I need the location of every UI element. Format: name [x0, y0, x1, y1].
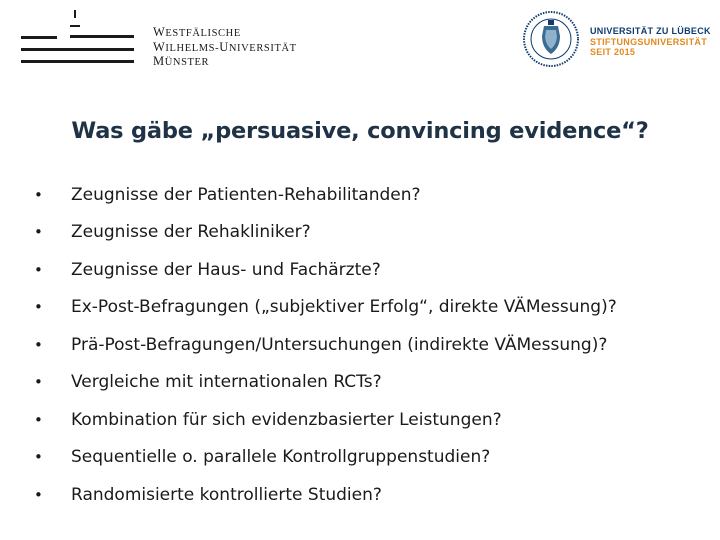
list-item-text: Zeugnisse der Patienten-Rehabilitanden? — [71, 184, 421, 205]
list-item-text: Zeugnisse der Rehakliniker? — [71, 222, 311, 243]
list-item-text: Sequentielle o. parallele Kontrollgruppenstudien? — [71, 447, 491, 468]
bullet-icon: • — [34, 335, 43, 354]
luebeck-year: SEIT 2015 — [590, 47, 636, 57]
list-item — [34, 289, 714, 327]
list-item — [34, 176, 714, 214]
list-item — [34, 476, 714, 514]
wwu-wordmark: WESTFÄLISCHE WILHELMS-UNIVERSITÄT MÜNSTER — [153, 25, 297, 68]
slide-title: Was gäbe „persuasive, convincing evidence“? — [71, 118, 649, 144]
bullet-icon: • — [34, 485, 43, 504]
bullet-icon: • — [34, 298, 43, 317]
bullet-icon: • — [34, 223, 43, 242]
list-item-text: Vergleiche mit internationalen RCTs? — [71, 372, 382, 393]
bullet-icon: • — [34, 410, 43, 429]
list-item — [34, 214, 714, 252]
wwu-emblem-icon — [18, 8, 143, 72]
bullet-icon: • — [34, 260, 43, 279]
luebeck-name: UNIVERSITÄT ZU LÜBECK — [590, 26, 711, 36]
list-item-text: Ex-Post-Befragungen („subjektiver Erfolg“, direkte VÄMessung)? — [71, 297, 617, 318]
list-item — [34, 326, 714, 364]
list-item-text: Kombination für sich evidenzbasierter Leistungen? — [71, 409, 502, 430]
list-item-text: Zeugnisse der Haus- und Fachärzte? — [71, 259, 381, 280]
luebeck-wordmark — [590, 26, 711, 58]
luebeck-logo — [522, 10, 712, 70]
bullet-icon: • — [34, 448, 43, 467]
bullet-list — [34, 176, 714, 514]
wwu-logo — [18, 8, 297, 72]
list-item — [34, 364, 714, 402]
university-seal-icon — [522, 10, 580, 68]
list-item-text: Randomisierte kontrollierte Studien? — [71, 484, 382, 505]
bullet-icon: • — [34, 185, 43, 204]
list-item — [34, 401, 714, 439]
luebeck-subtitle: STIFTUNGSUNIVERSITÄT — [590, 36, 708, 47]
list-item-text: Prä-Post-Befragungen/Untersuchungen (indirekte VÄMessung)? — [71, 334, 608, 355]
list-item — [34, 251, 714, 289]
list-item — [34, 439, 714, 477]
bullet-icon: • — [34, 373, 43, 392]
